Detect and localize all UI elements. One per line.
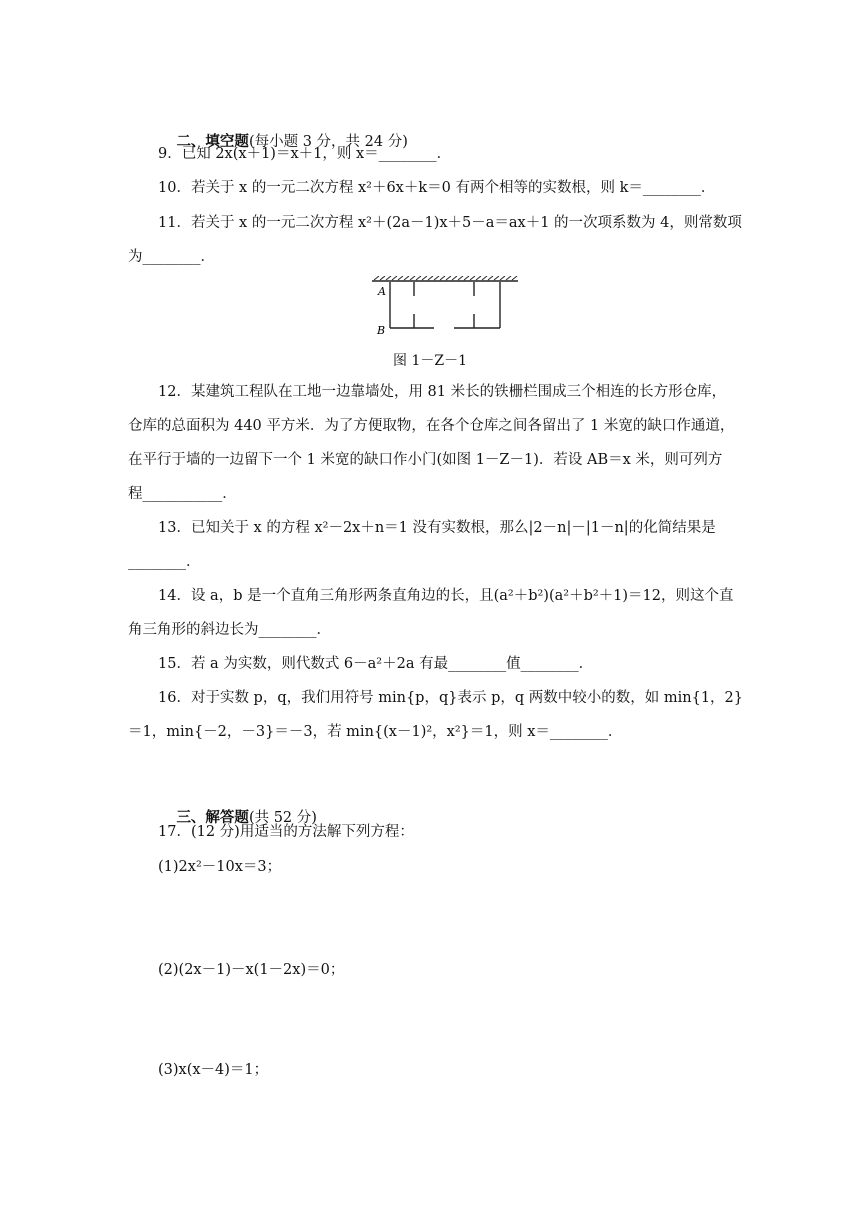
wall-hatching xyxy=(374,276,517,280)
question-12-line2: 仓库的总面积为 440 平方米．为了方便取物，在各个仓库之间各留出了 1 米宽的缺口作通道， xyxy=(128,418,735,434)
section3-note: (共 52 分) xyxy=(248,810,317,826)
question-12-line3: 在平行于墙的一边留下一个 1 米宽的缺口作小门(如图 1－Z－1)．若设 AB＝x 米，则可列方 xyxy=(128,452,723,468)
question-17-part3: (3)x(x－4)＝1； xyxy=(158,1062,269,1078)
question-11-line1: 11．若关于 x 的一元二次方程 x²＋(2a－1)x＋5－a＝ax＋1 的一次项系数为 4，则常数项 xyxy=(158,215,742,231)
warehouse-diagram xyxy=(370,276,520,342)
question-12-line1: 12．某建筑工程队在工地一边靠墙处，用 81 米长的铁栅栏围成三个相连的长方形仓库， xyxy=(158,384,727,400)
question-16-line1: 16．对于实数 p，q，我们用符号 min{p，q}表示 p，q 两数中较小的数，如 min{1，2} xyxy=(158,690,743,706)
section2-heading: 二、填空题 xyxy=(176,133,249,150)
section3-heading: 三、解答题 xyxy=(176,809,249,826)
question-10: 10．若关于 x 的一元二次方程 x²＋6x＋k＝0 有两个相等的实数根，则 k＝________． xyxy=(158,180,716,196)
question-14-line2: 角三角形的斜边长为________． xyxy=(128,622,331,638)
figure-caption: 图 1－Z－1 xyxy=(393,353,467,369)
question-14-line1: 14．设 a，b 是一个直角三角形两条直角边的长，且(a²＋b²)(a²＋b²＋1)＝12，则这个直 xyxy=(158,588,734,604)
question-13-line1: 13．已知关于 x 的方程 x²－2x＋n＝1 没有实数根，那么|2－n|－|1－n|的化简结果是 xyxy=(158,520,716,536)
section2-note: (每小题 3 分，共 24 分) xyxy=(248,134,408,150)
question-13-line2: ________． xyxy=(128,554,201,570)
question-17-part2: (2)(2x－1)－x(1－2x)＝0； xyxy=(158,962,345,978)
label-b: B xyxy=(377,324,386,337)
question-9: 9．已知 2x(x＋1)＝x＋1，则 x＝________． xyxy=(158,146,452,162)
question-16-line2: ＝1，min{－2，－3}＝－3，若 min{(x－1)²，x²}＝1，则 x＝________． xyxy=(128,724,623,740)
fence-lines xyxy=(390,282,500,328)
question-17: 17．(12 分)用适当的方法解下列方程： xyxy=(158,824,414,840)
question-17-part1: (1)2x²－10x＝3； xyxy=(158,859,282,875)
question-12-line4: 程___________． xyxy=(128,486,237,502)
question-11-line2: 为________． xyxy=(128,249,215,265)
question-15: 15．若 a 为实数，则代数式 6－a²＋2a 有最________值________． xyxy=(158,656,594,672)
label-a: A xyxy=(378,285,386,298)
